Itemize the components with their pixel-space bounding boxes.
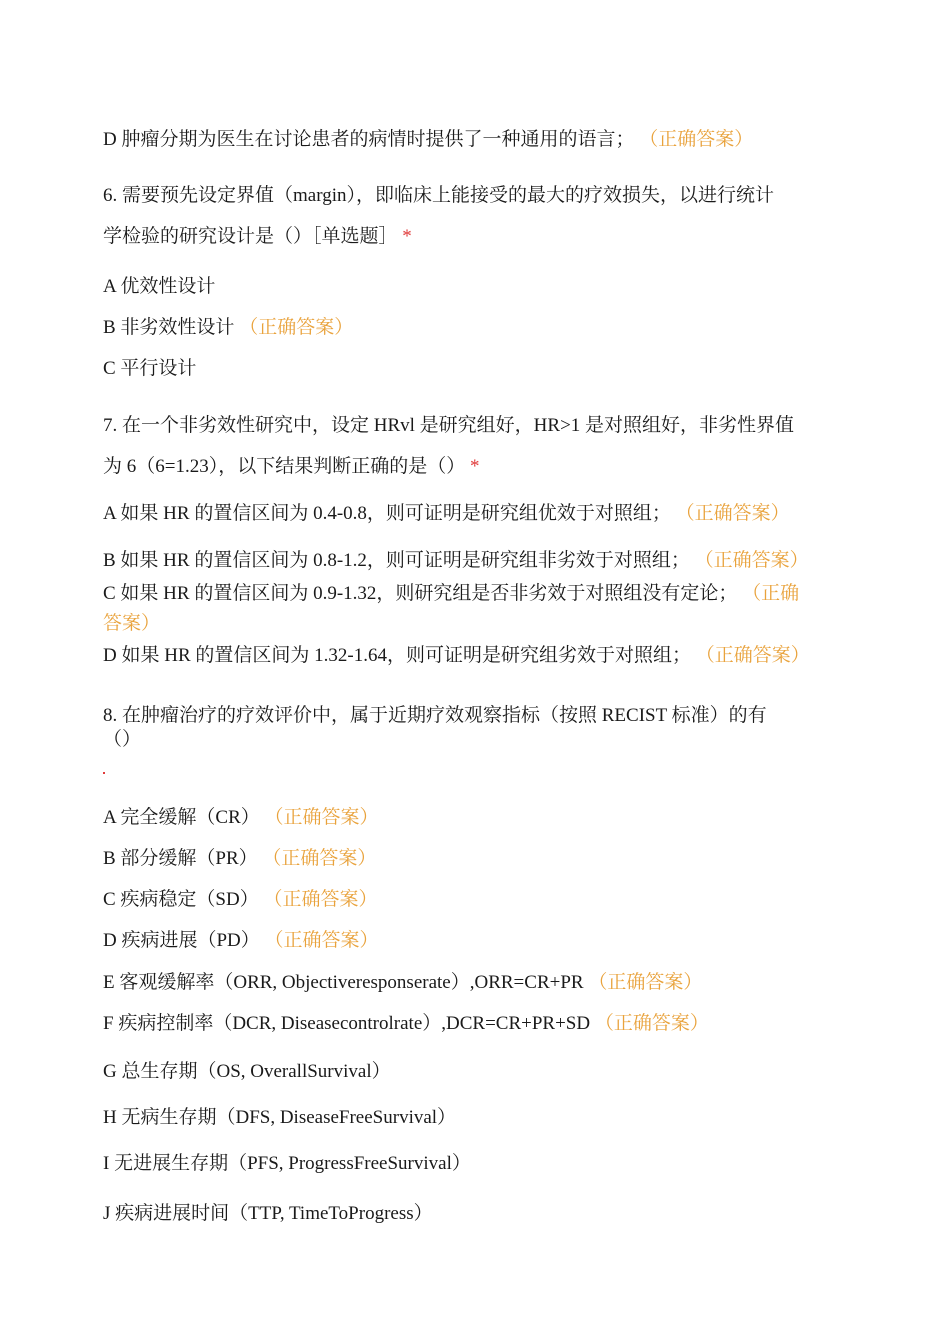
q8-option-c[interactable]	[103, 888, 843, 912]
q6-option-a[interactable]	[103, 275, 843, 299]
correct-answer-label: （正确答案）	[594, 1013, 709, 1034]
option-text: E 客观缓解率（ORR, Objectiveresponserate）,ORR=CR+PR	[103, 972, 584, 993]
correct-answer-label: （正确	[742, 583, 800, 604]
required-marker: *	[402, 226, 412, 247]
option-text: D 疾病进展（PD）	[103, 930, 260, 951]
q8-option-i[interactable]	[103, 1152, 843, 1176]
q6-option-c[interactable]	[103, 357, 843, 381]
option-text: B 部分缓解（PR）	[103, 848, 258, 869]
question-text: 学检验的研究设计是（）［单选题］	[103, 226, 398, 247]
q8-option-h[interactable]	[103, 1106, 843, 1130]
option-text: G 总生存期（OS, OverallSurvival）	[103, 1061, 391, 1082]
correct-answer-label: （正确答案）	[262, 848, 377, 869]
q7-stem-line1	[103, 414, 843, 438]
option-text: B 非劣效性设计	[103, 317, 235, 338]
question-text: 8. 在肿瘤治疗的疗效评价中，属于近期疗效观察指标（按照 RECIST 标准）的有	[103, 705, 767, 726]
correct-answer-label: 答案）	[103, 613, 161, 634]
option-text: F 疾病控制率（DCR, Diseasecontrolrate）,DCR=CR+PR+SD	[103, 1013, 591, 1034]
correct-answer-label: （正确答案）	[263, 889, 378, 910]
option-text: J 疾病进展时间（TTP, TimeToProgress）	[103, 1203, 433, 1224]
option-text: A 完全缓解（CR）	[103, 807, 260, 828]
q6-stem-line2	[103, 225, 843, 249]
question-text: 7. 在一个非劣效性研究中，设定 HRvl 是研究组好，HR>1 是对照组好，非劣性界值	[103, 415, 795, 436]
option-text: A 优效性设计	[103, 276, 216, 297]
q8-option-j[interactable]	[103, 1202, 843, 1226]
q7-option-d[interactable]	[103, 644, 843, 668]
correct-answer-label: （正确答案）	[239, 317, 354, 338]
q8-option-e[interactable]	[103, 971, 843, 995]
correct-answer-label: （正确答案）	[675, 503, 790, 524]
q8-option-b[interactable]	[103, 847, 843, 871]
q6-option-b[interactable]	[103, 316, 843, 340]
option-text: D 肿瘤分期为医生在讨论患者的病情时提供了一种通用的语言；	[103, 129, 635, 150]
q7-stem-line2	[103, 455, 843, 479]
q8-option-f[interactable]	[103, 1012, 843, 1036]
q6-stem-line1	[103, 184, 843, 208]
correct-answer-label: （正确答案）	[264, 807, 379, 828]
option-text: H 无病生存期（DFS, DiseaseFreeSurvival）	[103, 1107, 457, 1128]
option-text: C 如果 HR 的置信区间为 0.9-1.32，则研究组是否非劣效于对照组没有定论；	[103, 583, 738, 604]
q5-option-d	[103, 128, 843, 152]
q7-option-a[interactable]	[103, 502, 843, 526]
option-text: I 无进展生存期（PFS, ProgressFreeSurvival）	[103, 1153, 471, 1174]
q7-option-b[interactable]	[103, 549, 843, 573]
correct-answer-label: （正确答案）	[588, 972, 703, 993]
question-text: 为 6（6=1.23），以下结果判断正确的是（）	[103, 456, 466, 477]
correct-answer-label: （正确答案）	[695, 645, 810, 666]
option-text: B 如果 HR 的置信区间为 0.8-1.2，则可证明是研究组非劣效于对照组；	[103, 550, 690, 571]
correct-answer-label: （正确答案）	[694, 550, 809, 571]
option-text: C 平行设计	[103, 358, 197, 379]
correct-answer-label: （正确答案）	[639, 129, 754, 150]
option-text: D 如果 HR 的置信区间为 1.32-1.64，则可证明是研究组劣效于对照组；	[103, 645, 691, 666]
required-marker: *	[469, 456, 480, 477]
required-dot	[103, 772, 105, 774]
option-text: C 疾病稳定（SD）	[103, 889, 259, 910]
q8-stem-line2	[103, 728, 843, 752]
correct-answer-label: （正确答案）	[264, 930, 379, 951]
q7-option-c-continued	[103, 612, 843, 636]
q8-option-a[interactable]	[103, 806, 843, 830]
q8-option-d[interactable]	[103, 929, 843, 953]
question-text: 6. 需要预先设定界值（margin），即临床上能接受的最大的疗效损失，以进行统计	[103, 185, 774, 206]
question-text: （）	[103, 729, 142, 750]
q8-stem-line1	[103, 704, 843, 728]
q7-option-c[interactable]	[103, 582, 843, 606]
q8-option-g[interactable]	[103, 1060, 843, 1084]
option-text: A 如果 HR 的置信区间为 0.4-0.8，则可证明是研究组优效于对照组；	[103, 503, 671, 524]
